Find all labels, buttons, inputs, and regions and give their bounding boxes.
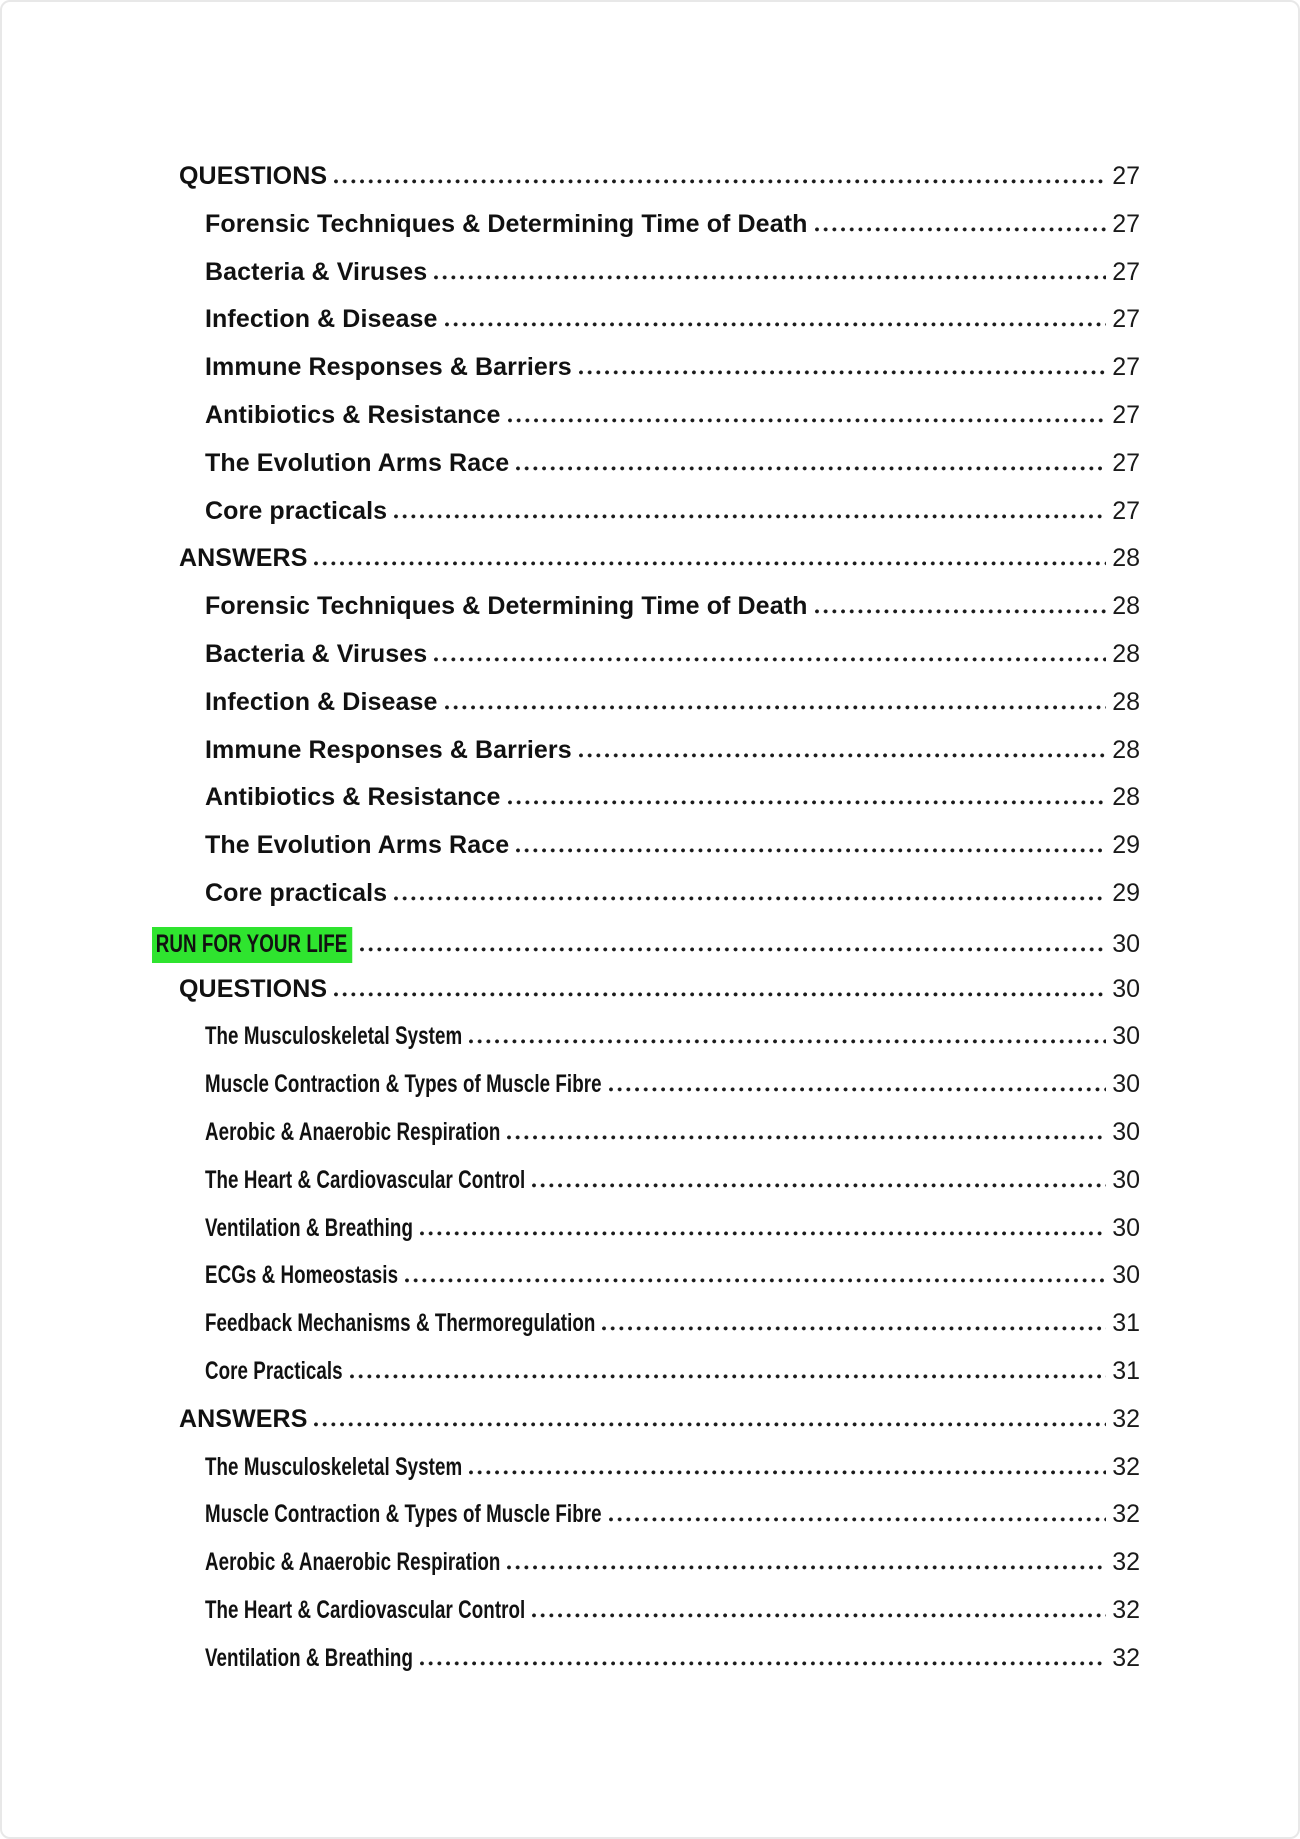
toc-entry-page-number: 28	[1112, 592, 1140, 621]
toc-entry-label: Core practicals	[205, 496, 388, 525]
dotted-leader	[507, 1135, 1106, 1140]
dotted-leader	[350, 1374, 1107, 1379]
toc-entry[interactable]	[2, 162, 1140, 210]
toc-entry[interactable]	[2, 736, 1140, 784]
toc-entry-page-number: 27	[1112, 162, 1140, 190]
toc-entry-page-number: 29	[1112, 878, 1140, 907]
toc-entry[interactable]	[2, 1118, 1140, 1166]
toc-entry-page-number: 29	[1112, 831, 1140, 860]
dotted-leader	[314, 561, 1106, 566]
dotted-leader	[609, 1517, 1107, 1522]
toc-entry[interactable]	[2, 879, 1140, 927]
toc-entry-label: The Heart & Cardiovascular Control	[205, 1595, 526, 1624]
toc-entry-page-number: 28	[1112, 544, 1140, 573]
toc-entry-page-number: 28	[1112, 639, 1140, 668]
toc-entry-label: Forensic Techniques & Determining Time of Death	[205, 209, 808, 238]
toc-entry-label: RUN FOR YOUR LIFE	[152, 927, 353, 963]
toc-entry-page-number: 28	[1112, 687, 1140, 716]
toc-entry-page-number: 32	[1112, 1595, 1140, 1624]
toc-entry-page-number: 30	[1112, 1261, 1140, 1290]
toc-entry-label: QUESTIONS	[179, 162, 328, 190]
dotted-leader	[420, 1231, 1106, 1236]
toc-entry[interactable]	[2, 783, 1140, 831]
toc-entry-label: Antibiotics & Resistance	[205, 783, 501, 812]
toc-entry-page-number: 30	[1112, 1165, 1140, 1194]
dotted-leader	[815, 609, 1107, 614]
toc-entry[interactable]	[2, 1022, 1140, 1070]
toc-entry-page-number: 27	[1112, 448, 1140, 477]
dotted-leader	[516, 848, 1106, 853]
toc-entry[interactable]	[2, 544, 1140, 592]
toc-entry[interactable]	[2, 592, 1140, 640]
toc-entry-label: The Evolution Arms Race	[205, 831, 510, 860]
dotted-leader	[508, 800, 1107, 805]
dotted-leader	[420, 1661, 1106, 1666]
toc-entry[interactable]	[2, 1596, 1140, 1644]
dotted-leader	[469, 1470, 1106, 1475]
toc-entry[interactable]	[2, 1261, 1140, 1309]
toc-entry-page-number: 27	[1112, 400, 1140, 429]
toc-entry-page-number: 32	[1112, 1500, 1140, 1529]
toc-entry-page-number: 27	[1112, 305, 1140, 334]
toc-entry-label: Aerobic & Anaerobic Respiration	[205, 1117, 501, 1146]
dotted-leader	[334, 179, 1106, 184]
dotted-leader	[434, 657, 1106, 662]
dotted-leader	[516, 466, 1106, 471]
dotted-leader	[434, 275, 1106, 280]
toc-entry[interactable]	[2, 831, 1140, 879]
toc-entry[interactable]	[2, 497, 1140, 545]
toc-entry[interactable]	[2, 353, 1140, 401]
toc-entry[interactable]	[2, 1070, 1140, 1118]
toc-entry-label: Ventilation & Breathing	[205, 1643, 413, 1672]
toc-entry-page-number: 30	[1112, 929, 1140, 958]
toc-entry-page-number: 31	[1112, 1309, 1140, 1338]
toc-entry-page-number: 28	[1112, 735, 1140, 764]
toc-entry[interactable]	[2, 1644, 1140, 1692]
toc-entry-label: Core practicals	[205, 878, 388, 907]
toc-entry[interactable]	[2, 401, 1140, 449]
toc-entry-highlighted[interactable]	[2, 927, 1140, 975]
toc-entry[interactable]	[2, 1166, 1140, 1214]
dotted-leader	[609, 1087, 1107, 1092]
dotted-leader	[815, 227, 1107, 232]
dotted-leader	[394, 514, 1106, 519]
toc-entry-label: Forensic Techniques & Determining Time of Death	[205, 592, 808, 621]
toc-entry[interactable]	[2, 1214, 1140, 1262]
toc-entry-label: Infection & Disease	[205, 305, 438, 334]
dotted-leader	[314, 1422, 1106, 1427]
toc-entry-label: Immune Responses & Barriers	[205, 735, 572, 764]
toc-entry[interactable]	[2, 210, 1140, 258]
toc-entry-label: Antibiotics & Resistance	[205, 400, 501, 429]
toc-entry-label: ANSWERS	[179, 1404, 308, 1433]
toc-entry[interactable]	[2, 1500, 1140, 1548]
toc-entry[interactable]	[2, 1453, 1140, 1501]
dotted-leader	[445, 705, 1107, 710]
toc-entry-label: The Musculoskeletal System	[205, 1452, 463, 1481]
toc-entry-page-number: 32	[1112, 1452, 1140, 1481]
dotted-leader	[469, 1039, 1106, 1044]
dotted-leader	[508, 418, 1107, 423]
toc-entry[interactable]	[2, 258, 1140, 306]
toc-entry[interactable]	[2, 1548, 1140, 1596]
toc-entry-label: Infection & Disease	[205, 687, 438, 716]
toc-entry-label: ECGs & Homeostasis	[205, 1261, 399, 1290]
toc-entry-page-number: 28	[1112, 783, 1140, 812]
toc-entry-page-number: 27	[1112, 257, 1140, 286]
dotted-leader	[334, 992, 1106, 997]
toc-entry[interactable]	[2, 688, 1140, 736]
toc-entry-label: Feedback Mechanisms & Thermoregulation	[205, 1309, 596, 1338]
toc-entry-label: Muscle Contraction & Types of Muscle Fibre	[205, 1070, 602, 1099]
toc-entry-page-number: 30	[1112, 1213, 1140, 1242]
toc-entry-label: Bacteria & Viruses	[205, 257, 428, 286]
toc-entry-label: Bacteria & Viruses	[205, 639, 428, 668]
toc-entry-label: The Musculoskeletal System	[205, 1022, 463, 1051]
dotted-leader	[532, 1613, 1106, 1618]
toc-entry-label: ANSWERS	[179, 544, 308, 573]
toc-entry-label: Immune Responses & Barriers	[205, 353, 572, 382]
toc-entry[interactable]	[2, 449, 1140, 497]
toc-entry-label: The Heart & Cardiovascular Control	[205, 1165, 526, 1194]
toc-entry-label: Aerobic & Anaerobic Respiration	[205, 1548, 501, 1577]
toc-entry-page-number: 27	[1112, 209, 1140, 238]
dotted-leader	[445, 322, 1107, 327]
dotted-leader	[360, 947, 1107, 952]
toc-entry[interactable]	[2, 1309, 1140, 1357]
dotted-leader	[532, 1183, 1106, 1188]
dotted-leader	[602, 1326, 1106, 1331]
toc-entry[interactable]	[2, 305, 1140, 353]
toc-entry-page-number: 32	[1112, 1643, 1140, 1672]
table-of-contents	[2, 162, 1140, 1692]
toc-entry-page-number: 32	[1112, 1404, 1140, 1433]
toc-entry-page-number: 30	[1112, 1117, 1140, 1146]
toc-entry-label: Muscle Contraction & Types of Muscle Fibre	[205, 1500, 602, 1529]
toc-entry-page-number: 30	[1112, 1070, 1140, 1099]
toc-entry-page-number: 30	[1112, 974, 1140, 1003]
toc-entry[interactable]	[2, 1405, 1140, 1453]
dotted-leader	[394, 896, 1106, 901]
dotted-leader	[579, 370, 1106, 375]
dotted-leader	[507, 1565, 1106, 1570]
toc-entry-label: The Evolution Arms Race	[205, 448, 510, 477]
dotted-leader	[405, 1278, 1106, 1283]
toc-entry[interactable]	[2, 975, 1140, 1023]
dotted-leader	[579, 753, 1106, 758]
toc-entry-page-number: 27	[1112, 353, 1140, 382]
toc-entry-page-number: 32	[1112, 1548, 1140, 1577]
toc-entry-label: QUESTIONS	[179, 974, 328, 1003]
toc-entry-label: Ventilation & Breathing	[205, 1213, 413, 1242]
toc-entry-label: Core Practicals	[205, 1356, 343, 1385]
toc-entry-page-number: 27	[1112, 496, 1140, 525]
toc-entry-page-number: 30	[1112, 1022, 1140, 1051]
toc-entry[interactable]	[2, 640, 1140, 688]
toc-entry-page-number: 31	[1112, 1356, 1140, 1385]
toc-entry[interactable]	[2, 1357, 1140, 1405]
